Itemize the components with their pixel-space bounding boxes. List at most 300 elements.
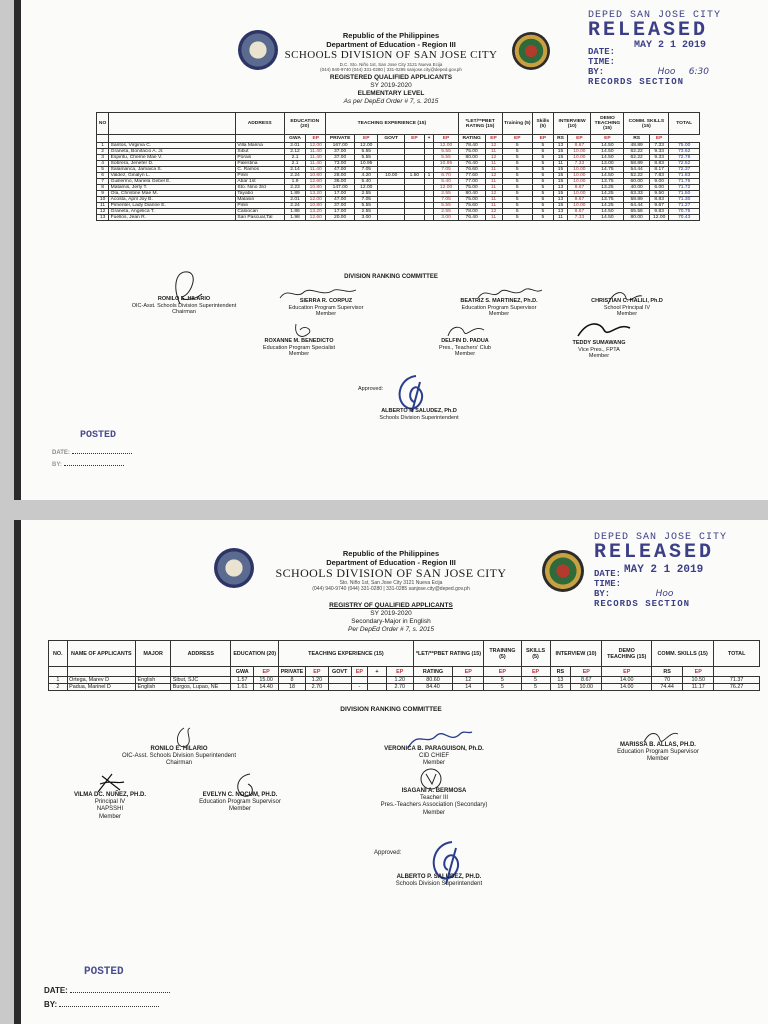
table-cell: 5 [533, 203, 554, 209]
table-cell: 15 [553, 179, 568, 185]
applicants-table-elementary [96, 112, 700, 221]
table-cell: 47.00 [325, 167, 354, 173]
member-allas [598, 742, 718, 764]
table-cell: 11 [485, 167, 502, 173]
subheader-cell: EP [434, 135, 458, 143]
member-role: Education Program Supervisor [617, 749, 699, 756]
approver-name: ALBERTO P. SALUDEZ, Ph.D [381, 408, 457, 414]
table-cell: Pinili [235, 173, 284, 179]
table-cell: 1.9 [284, 179, 306, 185]
table-cell: 60.00 [624, 179, 650, 185]
stamp-by-label: BY: [588, 67, 605, 77]
table-cell: 9.50 [649, 191, 668, 197]
table-cell: 2.01 [284, 197, 306, 203]
table-cell: 5 [502, 143, 532, 149]
table-cell: 5 [533, 191, 554, 197]
table-cell: 6 [97, 173, 109, 179]
table-cell: 14.50 [591, 143, 624, 149]
table-cell: 77.00 [458, 179, 485, 185]
posted-by-label: BY: [44, 1000, 58, 1009]
table-cell: 8.67 [571, 677, 602, 684]
table-cell [368, 677, 387, 684]
table-cell: 5.55 [434, 203, 458, 209]
table-cell: 11 [485, 197, 502, 203]
table-cell: Salamanca, Jamaica S. [109, 167, 236, 173]
table-cell: 76.40 [458, 215, 485, 221]
member-nunez [50, 792, 170, 821]
table-cell: 71.75 [669, 179, 700, 185]
table-cell: 5 [502, 185, 532, 191]
signature-sumawang [574, 316, 634, 342]
table-cell: 14.40 [254, 684, 279, 691]
table-cell [368, 684, 387, 691]
table-cell: Palestina [235, 161, 284, 167]
table-cell: 10.80 [306, 185, 326, 191]
table-cell: 2.55 [355, 209, 378, 215]
table-row [49, 677, 760, 684]
table-cell: 7.05 [355, 167, 378, 173]
table-cell: 62.22 [624, 155, 650, 161]
member-halili [562, 298, 692, 318]
member-name: ROXANNE M. BENEDICTO [264, 338, 334, 344]
subheader-cell: RATING [458, 135, 485, 143]
table-cell: Sobrera, Jenefer D. [109, 161, 236, 167]
table-cell [328, 684, 351, 691]
applicants-table-secondary [48, 640, 760, 691]
table-cell: Sibut, SJC [171, 677, 231, 684]
subheader-cell: RS [553, 135, 568, 143]
republic-line: Republic of the Philippines [342, 549, 440, 558]
subheader-cell: EP [405, 135, 424, 143]
table-cell: 2 [97, 149, 109, 155]
table-cell: 5.40 [434, 179, 458, 185]
table-cell: 2.23 [284, 185, 306, 191]
table-cell: Ola, Christine Mae M. [109, 191, 236, 197]
col-no: NO. [49, 641, 68, 667]
member-role-3: Member [422, 809, 445, 816]
table-cell: 74.44 [652, 684, 683, 691]
table-cell: 37.00 [325, 149, 354, 155]
table-cell: 3 [97, 155, 109, 161]
table-cell: 77.60 [458, 173, 485, 179]
stamp-date-label: DATE: [594, 569, 622, 579]
member-role: Pres., Teachers' Club [438, 344, 491, 351]
contact-line: (044) 940-9740 (044) 331-0280 | 331-0285 sanjose.city@deped.gov.ph [320, 67, 462, 73]
table-cell: 5 [484, 677, 521, 684]
table-cell: 17.00 [325, 209, 354, 215]
member-role: Teacher III [419, 795, 448, 802]
table-cell: 78.00 [458, 209, 485, 215]
stamp-date-value: MAY 2 1 2019 [634, 40, 707, 51]
table-cell: 13 [553, 185, 568, 191]
table-cell: 2.24 [284, 203, 306, 209]
table-cell: 12.00 [355, 185, 378, 191]
table-cell: 12.00 [306, 143, 326, 149]
table-cell: 13 [553, 197, 568, 203]
subheader-cell: EP [683, 667, 714, 677]
subheader-cell: EP [602, 667, 652, 677]
table-row [97, 215, 700, 221]
table-cell: 5 [502, 215, 532, 221]
table-cell: Sibut [235, 149, 284, 155]
col-interview: INTERVIEW (10) [550, 641, 602, 667]
member-name: BEATRIZ S. MARTINEZ, Ph.D. [460, 298, 538, 304]
title-line-4: Per DepEd Order # 7, s. 2015 [348, 626, 434, 634]
table-cell: 10.95 [355, 161, 378, 167]
posted-date-label: DATE: [52, 450, 70, 456]
table-cell: 14.25 [591, 191, 624, 197]
table-cell: 8 [279, 677, 306, 684]
col-skills: SKILLS (5) [521, 641, 550, 667]
table-cell: 58.89 [624, 161, 650, 167]
table-cell: 12.00 [355, 143, 378, 149]
table-cell: Acosta, April Joy B. [109, 197, 236, 203]
member-role: Principal IV [94, 799, 126, 806]
table-cell: 10.95 [434, 161, 458, 167]
table-cell: 5 [533, 161, 554, 167]
table-cell: 11 [485, 149, 502, 155]
table-cell: 47.00 [325, 197, 354, 203]
table-cell: Graneta, Angelica T. [109, 209, 236, 215]
subheader-cell: EP [521, 667, 550, 677]
col-training: TRAINING (5) [484, 641, 521, 667]
posted-date-line [44, 986, 170, 995]
subheader-cell: EP [484, 667, 521, 677]
table-cell: 12.00 [306, 197, 326, 203]
contact-line: (044) 940-9740 (044) 331-0280 | 331-0285 sanjose.city@deped.gov.ph [312, 585, 470, 592]
table-cell: 1.98 [284, 215, 306, 221]
member-role-2: Member [454, 351, 476, 358]
table-cell: 2.70 [386, 684, 413, 691]
subheader-cell: GWA [231, 667, 254, 677]
member-role: Education Program Supervisor [461, 304, 537, 311]
member-paraguison [364, 746, 504, 768]
table-cell: San Pascual,Tal [235, 215, 284, 221]
subheader-cell: EP [568, 135, 591, 143]
subheader-cell: PRIVATE [325, 135, 354, 143]
approver-block [354, 408, 484, 421]
title-line-3: ELEMENTARY LEVEL [357, 90, 425, 98]
table-cell: 76.27 [714, 684, 760, 691]
table-cell: 76.60 [458, 167, 485, 173]
table-cell: 14.00 [602, 677, 652, 684]
department-line: Department of Education - Region III [326, 39, 456, 49]
table-cell: 10.00 [568, 149, 591, 155]
subheader-cell: RS [550, 667, 571, 677]
col-name [109, 113, 236, 135]
table-cell: 7.33 [568, 215, 591, 221]
table-cell: - [351, 684, 368, 691]
stamp-by-value: Hoo [657, 67, 676, 77]
table-cell: 5 [533, 155, 554, 161]
subheader-cell: EP [254, 667, 279, 677]
table-cell: 13.75 [591, 179, 624, 185]
table-cell: 5 [502, 149, 532, 155]
table-cell: 40.00 [624, 185, 650, 191]
table-cell: 2 [49, 684, 68, 691]
table-cell: 36.00 [325, 179, 354, 185]
table-cell: 63.33 [624, 191, 650, 197]
document-page-secondary [14, 520, 768, 1024]
table-cell: 5.55 [355, 203, 378, 209]
table-cell: 13.25 [591, 185, 624, 191]
subheader-cell: EP [305, 667, 328, 677]
table-cell: 14.25 [591, 203, 624, 209]
table-cell: 4.20 [355, 173, 378, 179]
subheader-cell: EP [649, 135, 668, 143]
table-cell: 8.67 [568, 209, 591, 215]
table-cell: 9.00 [649, 179, 668, 185]
col-interview: INTERVIEW (10) [553, 113, 591, 135]
table-cell [351, 677, 368, 684]
table-cell: 1.50 [405, 173, 424, 179]
table-cell: Pimentel, Lady Dianne E. [109, 203, 236, 209]
table-cell: 5 [533, 149, 554, 155]
table-cell: 80.00 [458, 155, 485, 161]
document-page-elementary [14, 0, 768, 500]
member-role-2: Member [228, 806, 251, 813]
table-cell: 5 [97, 167, 109, 173]
table-cell: 71.37 [714, 677, 760, 684]
member-name: CHRISTIAN C. HALILI, Ph.D [591, 298, 663, 304]
table-cell: 75.00 [669, 143, 700, 149]
address-line: D.C. Sto. Niño 1st, San Jose City 3121 Nueva Ecija [339, 61, 443, 67]
table-cell [328, 677, 351, 684]
table-cell: 11 [485, 215, 502, 221]
table-cell: Valdez, Ginalyn L. [109, 173, 236, 179]
table-cell: 78.40 [458, 143, 485, 149]
col-demo: DEMO TEACHING (15) [591, 113, 624, 135]
table-cell: 72.37 [669, 167, 700, 173]
stamp-org: DEPED SAN JOSE CITY [588, 10, 722, 21]
posted-by-line [52, 462, 124, 468]
member-role: Vice Pres., FPTA [578, 346, 620, 353]
table-cell: 2.01 [284, 143, 306, 149]
table-cell: 2.14 [284, 167, 306, 173]
member-name: EVELYN C. NOCUM, PH.D. [202, 792, 278, 798]
table-cell: 5 [502, 179, 532, 185]
table-cell: 72.52 [669, 161, 700, 167]
subheader-cell: RATING [413, 667, 452, 677]
col-demo: DEMO TEACHING (15) [602, 641, 652, 667]
table-cell: 5.55 [434, 149, 458, 155]
table-cell: 1 [49, 677, 68, 684]
table-cell: 7.05 [434, 197, 458, 203]
table-cell: 7.33 [568, 161, 591, 167]
table-cell: 48.89 [624, 143, 650, 149]
table-cell: 15 [553, 191, 568, 197]
table-cell: 10.00 [568, 173, 591, 179]
division-line: SCHOOLS DIVISION OF SAN JOSE CITY [284, 49, 498, 62]
subheader-blank [171, 667, 231, 677]
col-total: TOTAL [714, 641, 760, 667]
stamp-section: RECORDS SECTION [594, 599, 691, 609]
table-cell: 13.20 [306, 191, 326, 197]
table-cell: 13 [550, 677, 571, 684]
table-cell: 5.55 [355, 149, 378, 155]
table-cell: 14.50 [591, 149, 624, 155]
table-cell: 11 [553, 215, 568, 221]
table-cell: 11.40 [306, 167, 326, 173]
posted-stamp: POSTED [84, 966, 124, 978]
title-line-2: SY 2019-2020 [370, 82, 412, 90]
table-cell: 15 [553, 149, 568, 155]
posted-date-line [52, 450, 132, 456]
table-cell: 13.75 [591, 197, 624, 203]
table-row [49, 684, 760, 691]
col-major: MAJOR [136, 641, 171, 667]
table-cell: 14.50 [591, 209, 624, 215]
table-cell: Sto. Nino 3rd [235, 185, 284, 191]
member-role: OIC-Asst. Schools Division Superintendent [131, 302, 237, 309]
table-cell: 54.44 [624, 167, 650, 173]
table-cell: 9.33 [649, 149, 668, 155]
subheader-cell: EP [591, 135, 624, 143]
table-cell: 73.62 [669, 149, 700, 155]
stamp-time-label: TIME: [588, 57, 616, 67]
table-cell: 11 [485, 185, 502, 191]
col-address: ADDRESS [171, 641, 231, 667]
table-cell: 12.00 [434, 185, 458, 191]
member-role-2: Chairman [165, 760, 192, 767]
member-corpuz [266, 298, 386, 318]
title-line-4: As per DepEd Order # 7, s. 2015 [343, 98, 439, 106]
table-cell: Porais [235, 155, 284, 161]
table-cell: 11 [485, 179, 502, 185]
table-cell: 1.86 [284, 209, 306, 215]
table-cell: Santos, Virginia C. [109, 143, 236, 149]
table-cell: 10 [97, 197, 109, 203]
table-cell: 15 [553, 167, 568, 173]
table-cell: 7.05 [355, 197, 378, 203]
table-cell: 8.67 [568, 143, 591, 149]
subheader-blank [136, 667, 171, 677]
stamp-org: DEPED SAN JOSE CITY [594, 532, 728, 543]
table-cell: 1.61 [231, 684, 254, 691]
table-cell: Villa Marina [235, 143, 284, 149]
table-cell: 64.44 [624, 203, 650, 209]
col-address: ADDRESS [235, 113, 284, 135]
table-cell: Espiritu, Cherrie Mae V. [109, 155, 236, 161]
table-cell [424, 215, 434, 221]
table-cell: 14.50 [591, 215, 624, 221]
table-cell: 2.24 [284, 173, 306, 179]
col-education: EDUCATION (20) [231, 641, 279, 667]
member-role: Education Program Specialist [262, 344, 336, 351]
table-cell: 2.70 [305, 684, 328, 691]
table-cell: 9.83 [649, 209, 668, 215]
col-no: NO [97, 113, 109, 135]
col-skills: Skills (5) [533, 113, 554, 135]
table-cell: 1.20 [386, 677, 413, 684]
approved-label: Approved: [358, 386, 384, 392]
table-cell: 80.00 [624, 215, 650, 221]
table-cell: 80.60 [413, 677, 452, 684]
table-cell: Padua, Marinel D [67, 684, 135, 691]
table-cell: 5 [533, 209, 554, 215]
table-cell: English [136, 684, 171, 691]
table-cell: 1 [97, 143, 109, 149]
table-cell: 7 [97, 179, 109, 185]
member-role: School Principal IV [603, 304, 651, 311]
member-role-2: Member [422, 760, 445, 767]
posted-stamp: POSTED [80, 430, 117, 441]
table-cell: 11.40 [306, 149, 326, 155]
table-cell: Abar 1st [235, 179, 284, 185]
table-cell: 28.00 [325, 173, 354, 179]
table-cell: 80.40 [458, 191, 485, 197]
table-cell: 8.67 [568, 197, 591, 203]
table-cell [378, 215, 405, 221]
table-cell: 10.50 [683, 677, 714, 684]
member-nocum [180, 792, 300, 814]
member-padua [410, 338, 520, 358]
subheader-cell: EP [453, 667, 484, 677]
member-role-2: Chairman [172, 309, 196, 316]
table-cell: 11.40 [306, 161, 326, 167]
table-cell: 11 [485, 161, 502, 167]
committee-title: DIVISION RANKING COMMITTEE [340, 706, 442, 713]
table-cell: Burgos, Lupao, NE [171, 684, 231, 691]
subheader-cell: EP [485, 135, 502, 143]
table-cell: Matamis, Jerly T. [109, 185, 236, 191]
department-line: Department of Education - Region III [326, 557, 456, 567]
table-cell: 5 [502, 191, 532, 197]
table-cell: 5 [521, 684, 550, 691]
table-cell: 10.00 [568, 167, 591, 173]
table-cell: 72.78 [669, 155, 700, 161]
committee-title: DIVISION RANKING COMMITTEE [344, 274, 438, 280]
table-cell: 9.33 [649, 155, 668, 161]
table-cell: 5 [533, 185, 554, 191]
table-cell: 13 [553, 209, 568, 215]
member-martinez [434, 298, 564, 318]
table-cell: Graneta, Bonifacio A. Jr. [109, 149, 236, 155]
subheader-blank [49, 667, 68, 677]
table-cell: 1 [424, 173, 434, 179]
subheader-cell: EP [502, 135, 532, 143]
table-cell: 9.67 [649, 203, 668, 209]
table-cell: 75.00 [458, 149, 485, 155]
table-cell: 71.83 [669, 173, 700, 179]
table-cell: 73.00 [325, 161, 354, 167]
table-cell: 20.00 [325, 215, 354, 221]
table-cell: 71.50 [669, 191, 700, 197]
republic-line: Republic of the Philippines [342, 31, 440, 40]
table-cell: 5 [533, 197, 554, 203]
table-cell: 12.00 [434, 143, 458, 149]
stamp-by-label: BY: [594, 589, 611, 599]
table-cell: 5 [533, 167, 554, 173]
member-name: RONILO E. HILARIO [150, 746, 208, 752]
member-role: OIC-Asst. Schools Division Superintendent [121, 753, 237, 760]
table-cell: 70 [652, 677, 683, 684]
posted-by-line [44, 1000, 159, 1009]
table-cell: 12 [485, 191, 502, 197]
table-cell: 4 [97, 161, 109, 167]
table-cell: 13.20 [306, 209, 326, 215]
member-role-2: Member [315, 311, 337, 318]
col-comm: COMM. SKILLS (15) [624, 113, 669, 135]
table-cell: 14.75 [591, 167, 624, 173]
table-cell: 10.00 [378, 173, 405, 179]
approver-role: Schools Division Superintendent [379, 414, 459, 421]
table-cell: 5 [533, 143, 554, 149]
stamp-section: RECORDS SECTION [588, 77, 685, 87]
table-cell: 1.57 [231, 677, 254, 684]
registry-title [14, 74, 768, 107]
member-name: SIERRA R. CORPUZ [299, 298, 353, 304]
